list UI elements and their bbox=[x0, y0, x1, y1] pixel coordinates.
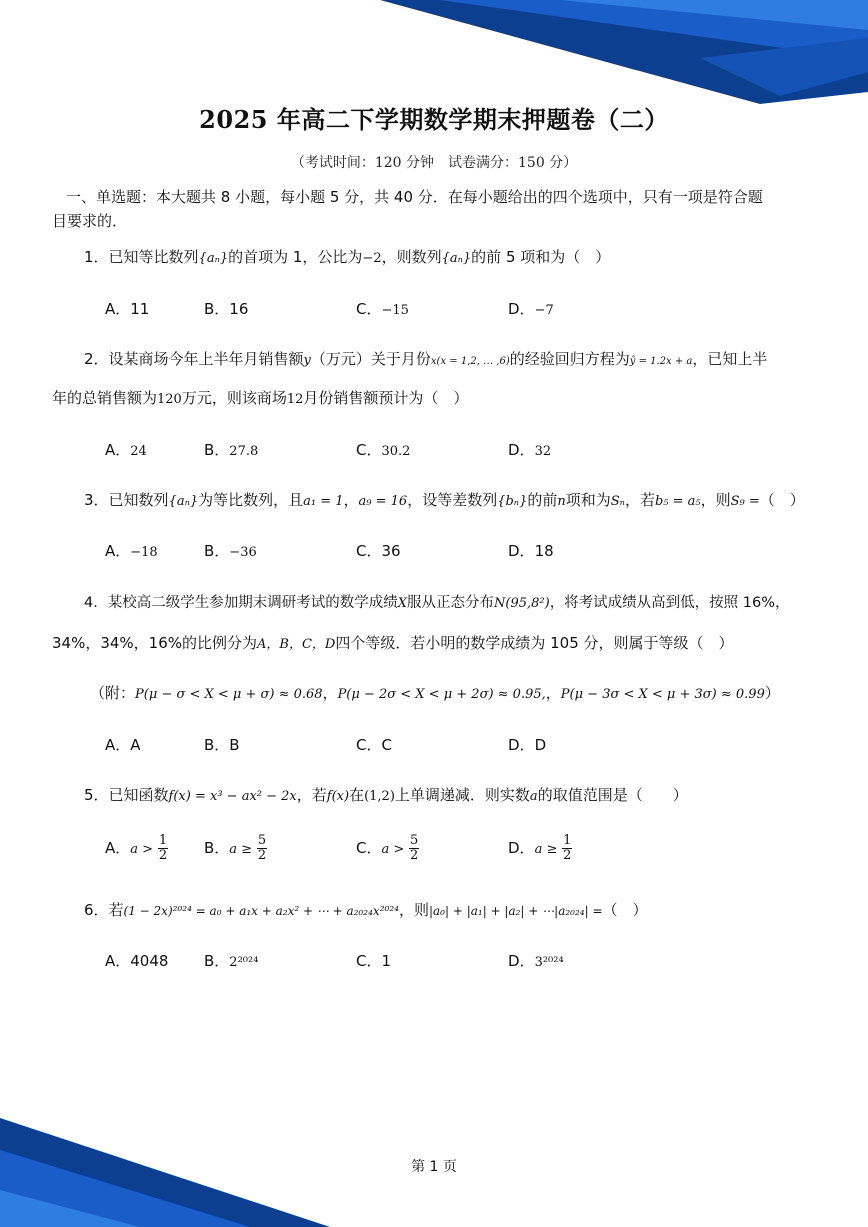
q4-option-b[interactable]: B．B bbox=[204, 736, 240, 754]
page-title: 2025 年高二下学期数学期末押题卷（二） bbox=[199, 105, 669, 134]
q3-option-c[interactable]: C．36 bbox=[356, 542, 401, 560]
question-4-line1: 4．某校高二级学生参加期末调研考试的数学成绩X服从正态分布N(95,8²)，将考试成绩从高到低，按照 16%， bbox=[84, 595, 790, 611]
q4-option-a[interactable]: A．A bbox=[105, 736, 141, 754]
q3-option-d[interactable]: D．18 bbox=[508, 542, 554, 560]
q2-option-c[interactable]: C．30.2 bbox=[356, 441, 411, 459]
q6-option-c[interactable]: C．1 bbox=[356, 952, 392, 970]
top-right-band bbox=[380, 0, 868, 104]
q2-option-d[interactable]: D．32 bbox=[508, 441, 552, 459]
q4-option-d[interactable]: D．D bbox=[508, 736, 547, 754]
section-heading-line1: 一、单选题：本大题共 8 小题，每小题 5 分，共 40 分．在每小题给出的四个选项中，只有一项是符合题 bbox=[66, 188, 763, 206]
q6-option-b[interactable]: B．2²⁰²⁴ bbox=[204, 952, 259, 970]
q2-option-b[interactable]: B．27.8 bbox=[204, 441, 259, 459]
q6-option-d[interactable]: D．3²⁰²⁴ bbox=[508, 952, 564, 970]
q5-option-a[interactable]: A．a > $\frac{1}{2}$ bbox=[105, 833, 168, 863]
q1-option-b[interactable]: B．16 bbox=[204, 300, 249, 318]
question-2-line2: 年的总销售额为120万元，则该商场12月份销售额预计为（ ） bbox=[52, 389, 469, 407]
q1-option-c[interactable]: C．−15 bbox=[356, 300, 409, 318]
question-4-note: （附：P(μ − σ < X < μ + σ) ≈ 0.68，P(μ − 2σ < X < μ + 2σ) ≈ 0.95,，P(μ − 3σ < X < μ + 3σ) ≈ 0.99） bbox=[90, 684, 780, 702]
section-heading-line2: 目要求的． bbox=[52, 212, 128, 230]
q3-option-a[interactable]: A．−18 bbox=[105, 542, 158, 560]
q2-option-a[interactable]: A．24 bbox=[105, 441, 147, 459]
q4-option-c[interactable]: C．C bbox=[356, 736, 392, 754]
q5-option-c[interactable]: C．a > $\frac{5}{2}$ bbox=[356, 833, 419, 863]
question-3: 3．已知数列{aₙ}为等比数列，且a₁ = 1，a₉ = 16，设等差数列{bₙ}的前n项和为Sₙ，若b₅ = a₅，则S₉ =（ ） bbox=[84, 491, 805, 509]
question-5: 5．已知函数f(x) = x³ − ax² − 2x，若f(x)在(1,2)上单调递减．则实数a的取值范围是（ ） bbox=[84, 786, 688, 804]
q3-option-b[interactable]: B．−36 bbox=[204, 542, 257, 560]
exam-info: （考试时间：120 分钟 试卷满分：150 分） bbox=[290, 155, 578, 171]
question-6: 6．若(1 − 2x)²⁰²⁴ = a₀ + a₁x + a₂x² + ⋯ + a₂₀₂₄x²⁰²⁴，则|a₀| + |a₁| + |a₂| + ⋯|a₂₀₂₄| =（ ） bbox=[84, 901, 648, 919]
question-2-line1: 2．设某商场今年上半年月销售额y（万元）关于月份x(x = 1,2, … ,6)的经验回归方程为ŷ = 1.2x + a，已知上半 bbox=[84, 350, 768, 368]
q1-option-a[interactable]: A．11 bbox=[105, 300, 150, 318]
q6-option-a[interactable]: A．4048 bbox=[105, 952, 169, 970]
q1-option-d[interactable]: D．−7 bbox=[508, 300, 554, 318]
question-1: 1．已知等比数列{aₙ}的首项为 1，公比为−2，则数列{aₙ}的前 5 项和为（ ） bbox=[84, 248, 611, 266]
question-4-line2: 34%，34%，16%的比例分为A，B，C，D四个等级．若小明的数学成绩为 105 分，则属于等级（ ） bbox=[52, 634, 734, 652]
page-number: 第 1 页 bbox=[411, 1159, 457, 1175]
q5-option-b[interactable]: B．a ≥ $\frac{5}{2}$ bbox=[204, 833, 267, 863]
q5-option-d[interactable]: D．a ≥ $\frac{1}{2}$ bbox=[508, 833, 572, 863]
